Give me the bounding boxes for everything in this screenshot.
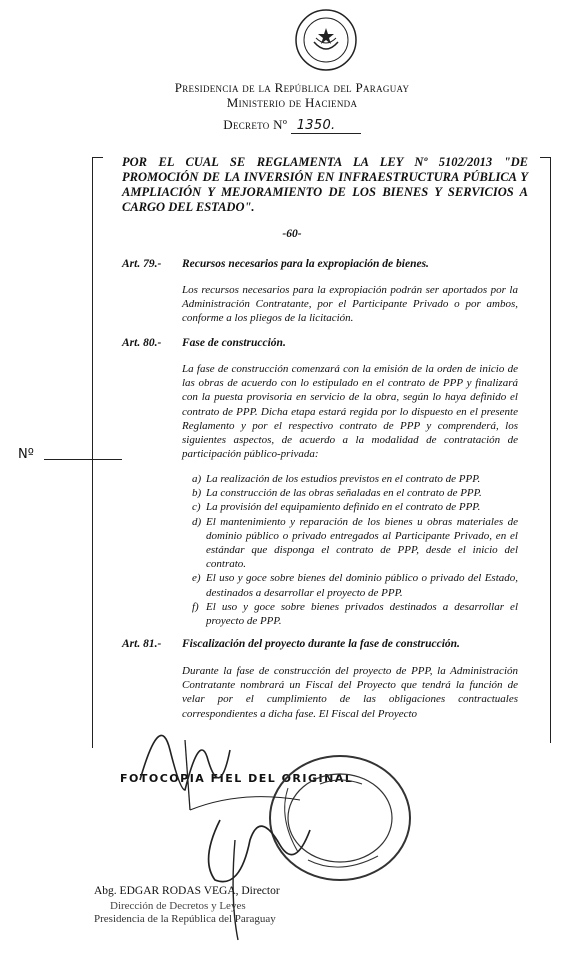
header-ministry: Ministerio de Hacienda bbox=[226, 95, 358, 110]
article-80-number: Art. 80.- bbox=[122, 337, 162, 349]
decree-title: POR EL CUAL SE REGLAMENTA LA LEY Nº 5102/2013 "DE PROMOCIÓN DE LA INVERSIÓN EN INFRAESTRUCTURA PÚBLICA Y AMPLIACIÓN Y MEJORAMIENTO DE LOS BIENES Y SERVICIOS A CARGO DEL ESTADO". bbox=[122, 155, 528, 214]
certification-text: FOTOCOPIA FIEL DEL ORIGINAL bbox=[120, 772, 354, 785]
list-item: d) El mantenimiento y reparación de los bienes u obras materiales de dominio público o privado entregados al Participante Privado, en el estándar que disponga el contrato de PPP, desde el inicio del contrato. bbox=[192, 515, 518, 571]
article-81-body: Durante la fase de construcción del proyecto de PPP, la Administración Contratante nombrará un Fiscal del Proyecto que tendrá la función de velar por el cumplimiento de las obligaciones contractuales correspondientes a dicha fase. El Fiscal del Proyecto bbox=[182, 665, 518, 720]
list-item: c) La provisión del equipamiento definido en el contrato de PPP. bbox=[192, 501, 481, 514]
signatory-organization: Presidencia de la República del Paraguay bbox=[94, 913, 276, 925]
article-80-body: La fase de construcción comenzará con la emisión de la orden de inicio de las obras de acuerdo con lo estipulado en el contrato de PPP y finalizará con la puesta provisoria en servicio de la obra, según lo haya definido el contrato de PPP. Dicha etapa estará regida por lo dispuesto en el presente Reglamento y por el respectivo contrato de PPP y comprenderá, los siguientes aspectos, de acuerdo a la modalidad de contratación de participación público-privada: bbox=[182, 363, 518, 461]
page-number: -60- bbox=[282, 228, 302, 240]
left-bracket bbox=[92, 157, 103, 748]
signatory-name: Abg. EDGAR RODAS VEGA, Director bbox=[94, 885, 280, 897]
list-item: f) El uso y goce sobre bienes privados destinados a desarrollar el proyecto de PPP. bbox=[192, 600, 518, 628]
national-seal-icon bbox=[294, 8, 358, 72]
article-81-heading: Fiscalización del proyecto durante la fase de construcción. bbox=[182, 638, 460, 650]
article-80-heading: Fase de construcción. bbox=[182, 337, 286, 349]
margin-number-mark: Nº bbox=[18, 447, 34, 462]
margin-line bbox=[44, 459, 122, 460]
signatory-department: Dirección de Decretos y Leyes bbox=[110, 900, 246, 912]
decreto-line bbox=[0, 117, 584, 134]
article-79-heading: Recursos necesarios para la expropiación de bienes. bbox=[182, 258, 429, 270]
decreto-label: Decreto Nº bbox=[223, 117, 288, 132]
article-80-items bbox=[192, 472, 518, 628]
decreto-number: 1350. bbox=[291, 118, 361, 134]
article-79-body: Los recursos necesarios para la expropiación podrán ser aportados por la Administración Contratante, por el Participante Privado o por ambos, conforme a los pliegos de la licitación. bbox=[182, 284, 518, 325]
article-81-number: Art. 81.- bbox=[122, 638, 162, 650]
list-item: a) La realización de los estudios previstos en el contrato de PPP. bbox=[192, 473, 481, 485]
header-presidency: Presidencia de la República del Paraguay bbox=[174, 80, 410, 95]
list-item: b) La construcción de las obras señaladas en el contrato de PPP. bbox=[192, 487, 482, 500]
right-bracket bbox=[540, 157, 551, 743]
list-item: e) El uso y goce sobre bienes del dominio público o privado del Estado, destinados a desarrollar el proyecto de PPP. bbox=[192, 572, 518, 599]
article-79-number: Art. 79.- bbox=[122, 258, 162, 270]
